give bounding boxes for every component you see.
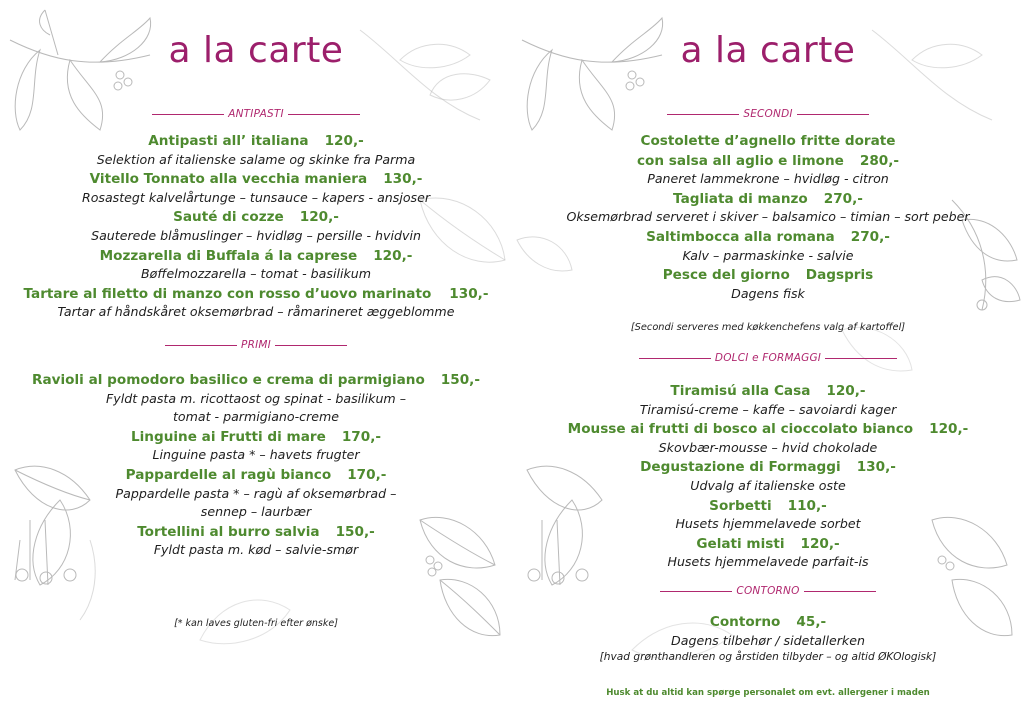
- dish-price: 130,-: [449, 285, 489, 302]
- dish-name: Tagliata di manzo: [673, 190, 808, 207]
- dish-description: Udvalg af italienske oste: [690, 477, 846, 493]
- menu-item: [512, 612, 1024, 664]
- menu-item: [512, 227, 1024, 265]
- dish-price: 120,-: [373, 247, 413, 264]
- secondi-note: [Secondi serveres med køkkenchefens valg af kartoffel]: [630, 322, 906, 333]
- page-title: a la carte: [680, 30, 856, 71]
- dish-description: Oksemørbrad serveret i skiver – balsamico – timian – sort peber: [566, 209, 970, 225]
- dish-description: Husets hjemmelavede sorbet: [675, 516, 861, 532]
- dish-name: Gelati misti: [696, 535, 785, 552]
- dish-name: Saltimbocca alla romana: [646, 228, 835, 245]
- section-heading-label: CONTORNO: [736, 585, 800, 597]
- dish-price: 280,-: [859, 152, 900, 169]
- menu-item: [0, 427, 512, 465]
- dish-price: 150,-: [440, 372, 480, 388]
- dish-price: 110,-: [787, 497, 827, 514]
- dish-name: Sorbetti: [709, 497, 772, 514]
- allergen-note: Husk at du altid kan spørge personalet om evt. allergener i maden: [606, 688, 930, 698]
- dish-name: Mozzarella di Buffala á la caprese: [99, 247, 358, 264]
- divider-line: [797, 114, 869, 115]
- dish-price: 120,-: [929, 421, 969, 438]
- dish-name: con salsa all aglio e limone: [636, 152, 844, 169]
- dish-description: Tartar af håndskåret oksemørbrad – råmarineret æggeblomme: [57, 304, 455, 320]
- dish-description: Fyldt pasta m. kød – salvie-smør: [153, 542, 359, 558]
- menu-item: [0, 246, 512, 284]
- gluten-note: [* kan laves gluten-fri efter ønske]: [174, 618, 338, 629]
- secondi-section: [512, 107, 1024, 303]
- dish-name: Costolette d’agnello fritte dorate: [640, 133, 896, 149]
- dish-price: 120,-: [324, 133, 364, 149]
- menu-item: [512, 534, 1024, 572]
- dish-name: Pesce del giorno: [662, 267, 790, 284]
- dish-price: 270,-: [823, 190, 863, 207]
- dish-description: Husets hjemmelavede parfait-is: [667, 554, 869, 570]
- dish-description: tomat - parmigiano-creme: [172, 409, 340, 425]
- section-heading: [512, 584, 1024, 598]
- dish-price: Dagspris: [805, 267, 874, 284]
- divider-line: [825, 358, 897, 359]
- menu-item: [512, 189, 1024, 227]
- divider-line: [152, 114, 224, 115]
- dish-description: Fyldt pasta m. ricottaost og spinat - basilikum –: [106, 390, 406, 406]
- section-heading-label: ANTIPASTI: [228, 108, 284, 120]
- divider-line: [804, 591, 876, 592]
- divider-line: [165, 345, 237, 346]
- dish-name: Degustazione di Formaggi: [640, 459, 841, 476]
- section-heading: [0, 107, 512, 121]
- dish-description: Skovbær-mousse – hvid chokolade: [658, 439, 878, 455]
- dish-description: sennep – laurbær: [200, 504, 312, 520]
- dish-price: 270,-: [850, 228, 890, 245]
- menu-item: [512, 419, 1024, 457]
- dish-name: Tiramisú alla Casa: [670, 383, 811, 399]
- section-heading-label: SECONDI: [743, 108, 793, 120]
- section-heading-label: DOLCI e FORMAGGI: [714, 352, 822, 364]
- section-heading: [0, 338, 512, 352]
- dish-price: 150,-: [335, 523, 375, 540]
- dish-description: Pappardelle pasta * – ragù af oksemørbrad –: [115, 485, 397, 501]
- dish-description: Kalv – parmaskinke - salvie: [682, 247, 854, 263]
- contorno-section: [512, 584, 1024, 664]
- divider-line: [275, 345, 347, 346]
- menu-item: [512, 131, 1024, 151]
- dish-name: Sauté di cozze: [173, 209, 284, 226]
- menu-item: [512, 457, 1024, 495]
- dish-name: Pappardelle al ragù bianco: [125, 466, 332, 483]
- divider-line: [288, 114, 360, 115]
- dish-description: Paneret lammekrone – hvidløg - citron: [647, 171, 889, 187]
- dish-description: [hvad grønthandleren og årstiden tilbyder – og altid ØKOlogisk]: [599, 651, 937, 664]
- dish-price: 170,-: [341, 428, 382, 445]
- dish-price: 130,-: [383, 171, 423, 188]
- menu-item: [0, 370, 512, 427]
- menu-item: [0, 207, 512, 245]
- menu-item: [0, 169, 512, 207]
- section-heading: [512, 351, 1024, 365]
- menu-item: [0, 131, 512, 169]
- dish-name: Contorno: [709, 614, 781, 630]
- dish-name: Mousse ai frutti di bosco al cioccolato bianco: [567, 421, 914, 438]
- primi-section: [0, 338, 512, 560]
- menu-page-right: [512, 0, 1024, 724]
- dish-name: Ravioli al pomodoro basilico e crema di parmigiano: [32, 372, 425, 388]
- menu-item: [512, 151, 1024, 189]
- section-heading: [512, 107, 1024, 121]
- dish-price: 130,-: [856, 459, 896, 476]
- dish-name: Vitello Tonnato alla vecchia maniera: [89, 171, 368, 188]
- divider-line: [639, 358, 711, 359]
- dish-description: Selektion af italienske salame og skinke fra Parma: [96, 151, 416, 167]
- dish-description: Dagens fisk: [731, 285, 805, 301]
- menu-item: [512, 265, 1024, 303]
- menu-item: [512, 496, 1024, 534]
- dish-description: Linguine pasta * – havets frugter: [152, 447, 360, 463]
- section-heading-label: PRIMI: [241, 339, 271, 351]
- dish-description: Bøffelmozzarella – tomat - basilikum: [141, 266, 371, 282]
- menu-item: [512, 381, 1024, 419]
- divider-line: [667, 114, 739, 115]
- antipasti-section: [0, 107, 512, 322]
- page-title: a la carte: [168, 30, 344, 71]
- dish-price: 120,-: [826, 383, 866, 399]
- menu-item: [0, 284, 512, 322]
- dish-price: 120,-: [800, 535, 840, 552]
- dish-price: 45,-: [796, 614, 827, 630]
- dish-description: Rosastegt kalvelårtunge – tunsauce – kapers - ansjoser: [81, 189, 431, 205]
- menu-item: [0, 465, 512, 522]
- dish-description: Dagens tilbehør / sidetallerken: [671, 632, 865, 648]
- divider-line: [660, 591, 732, 592]
- menu-item: [0, 522, 512, 560]
- dish-price: 170,-: [347, 466, 387, 483]
- dish-name: Tortellini al burro salvia: [137, 523, 320, 540]
- dish-name: Linguine ai Frutti di mare: [130, 428, 326, 445]
- dish-description: Sauterede blåmuslinger – hvidløg – persille - hvidvin: [91, 227, 421, 243]
- dish-description: Tiramisú-creme – kaffe – savoiardi kager: [639, 401, 897, 417]
- dish-price: 120,-: [299, 209, 339, 226]
- dolci-section: [512, 351, 1024, 572]
- dish-name: Antipasti all’ italiana: [148, 133, 309, 149]
- dish-name: Tartare al filetto di manzo con rosso d’uovo marinato: [23, 285, 432, 302]
